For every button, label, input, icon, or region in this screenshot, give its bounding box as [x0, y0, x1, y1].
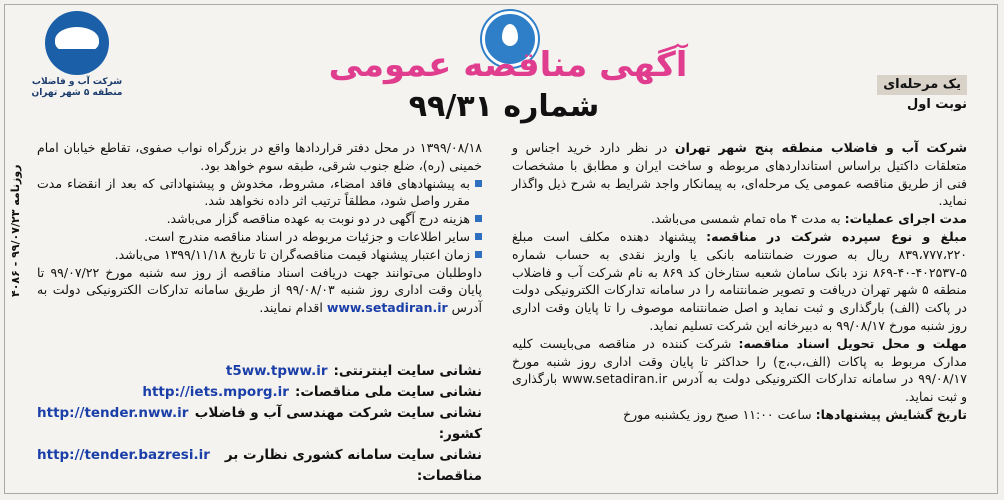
notice-number: شماره ۹۹/۳۱	[408, 89, 600, 124]
round-label: نوبت اول	[906, 97, 967, 112]
bullet-item: هزینه درج آگهی در دو نوبت به عهده مناقصه گزار می‌باشد.	[37, 210, 482, 228]
title-text: آگهی مناقصه عمومی	[328, 45, 688, 85]
opening-location: ۱۳۹۹/۰۸/۱۸ در محل دفتر قراردادها واقع در بزرگراه نواب صفوی، تقاطع خیابان امام خمینی (ره)، ضلع جنوب شرقی، طبقه سوم خواهد بود.	[37, 140, 482, 173]
bullet-item: به پیشنهادهای فاقد امضاء، مشروط، مخدوش و پیشنهاداتی که بعد از انقضاء مدت مقرر واصل شود، مطلقاً ترتیب اثر داده نخواهد شد.	[37, 175, 482, 211]
right-column: شرکت آب و فاضلاب منطقه پنج شهر تهران در نظر دارد خرید اجناس و متعلقات داکتیل براساس استانداردهای مربوطه و ساخت ایران و مطابق با مشخصات فنی از طریق مناقصه عمومی یک مرحله‌ای، به پیمانکار واجد شرایط به شرح ذیل واگذار نماید. مدت اجرای عملیات: به مدت ۴ ماه تمام شمسی می‌باشد. مبلغ و نوع سپرده شرکت در مناقصه: پیشنهاد دهنده مکلف است مبلغ ۸۳۹،۷۷۷،۲۲۰ ریال به صورت ضمانتنامه بانکی یا واریز نقدی به حساب شماره ۵-۴۰۲۵۳۷-۴۰-۸۶۹ نزد بانک سامان شعبه ستارخان کد ۸۶۹ به نام شرکت آب و فاضلاب منطقه ۵ شهر تهران دریافت و تصویر ضمانتنامه را در سامانه تدارکات الکترونیکی دولت در پاکت (الف) بارگذاری و ثبت نماید و اصل ضمانتنامه موصوف را تا پایان وقت اداری روز شنبه مورخ ۹۹/۰۸/۱۷ به دبیرخانه این شرکت تسلیم نماید. مهلت و محل تحویل اسناد مناقصه: شرکت کننده در مناقصه می‌بایست کلیه مدارک مربوط به پاکات (الف،ب،ج) را حداکثر تا پایان وقت اداری روز شنبه مورخ ۹۹/۰۸/۱۷ در سامانه تدارکات الکترونیکی دولت به آدرس www.setadiran.ir بارگذاری و ثبت نماید. تاریخ گشایش پیشنهادها: ساعت ۱۱:۰۰ صبح روز یکشنبه مورخ	[512, 140, 968, 422]
website-link[interactable]: http://iets.mporg.ir	[142, 384, 289, 400]
link-row: نشانی سایت سامانه کشوری نظارت بر مناقصات: http://tender.bazresi.ir	[37, 445, 482, 487]
setadiran-link[interactable]: www.setadiran.ir	[326, 300, 448, 316]
website-link[interactable]: http://tender.bazresi.ir	[37, 447, 210, 463]
website-links	[37, 361, 482, 487]
link-row: نشانی سایت شرکت مهندسی آب و فاضلاب کشور: http://tender.nww.ir	[37, 403, 482, 445]
website-link[interactable]: t5ww.tpww.ir	[225, 363, 328, 379]
bullet-item: سایر اطلاعات و جزئیات مربوطه در اسناد مناقصه مندرج است.	[37, 228, 482, 246]
link-row: نشانی سایت اینترنتی: t5ww.tpww.ir	[37, 361, 482, 382]
website-link[interactable]: http://tender.nww.ir	[37, 405, 189, 421]
stage-box	[837, 75, 967, 115]
newspaper-side-label: روزنامه ۹۹/۰۷/۲۳ - ۴۰۸۶	[9, 165, 22, 298]
notice-title	[273, 45, 743, 124]
left-column: ۱۳۹۹/۰۸/۱۸ در محل دفتر قراردادها واقع در بزرگراه نواب صفوی، تقاطع خیابان امام خمینی (ره)، ضلع جنوب شرقی، طبقه سوم خواهد بود. به پیشنهادهای فاقد امضاء، مشروط، مخدوش و پیشنهاداتی که بعد از انقضاء مدت مقرر واصل شود، مطلقاً ترتیب اثر داده نخواهد شد. هزینه درج آگهی در دو نوبت به عهده مناقصه گزار می‌باشد. سایر اطلاعات و جزئیات مربوطه در اسناد مناقصه مندرج است. زمان اعتبار پیشنهاد قیمت مناقصه‌گران تا تاریخ ۱۳۹۹/۱۱/۱۸ می‌باشد. داوطلبان می‌توانند جهت دریافت اسناد مناقصه از روز سه شنبه مورخ ۹۹/۰۷/۲۲ تا پایان وقت اداری روز شنبه ۹۹/۰۸/۰۳ از طریق سامانه تدارکات الکترونیکی دولت به آدرس www.setadiran.ir اقدام نمایند.	[37, 140, 482, 316]
company-logo	[45, 11, 109, 75]
logo-caption: شرکت آب و فاضلاب منطقه ۵ شهر تهران	[31, 77, 123, 98]
stage-type: یک مرحله‌ای	[877, 75, 967, 95]
bullet-item: زمان اعتبار پیشنهاد قیمت مناقصه‌گران تا تاریخ ۱۳۹۹/۱۱/۱۸ می‌باشد.	[37, 246, 482, 264]
notice-frame	[4, 4, 998, 494]
link-row: نشانی سایت ملی مناقصات: http://iets.mporg.ir	[37, 382, 482, 403]
